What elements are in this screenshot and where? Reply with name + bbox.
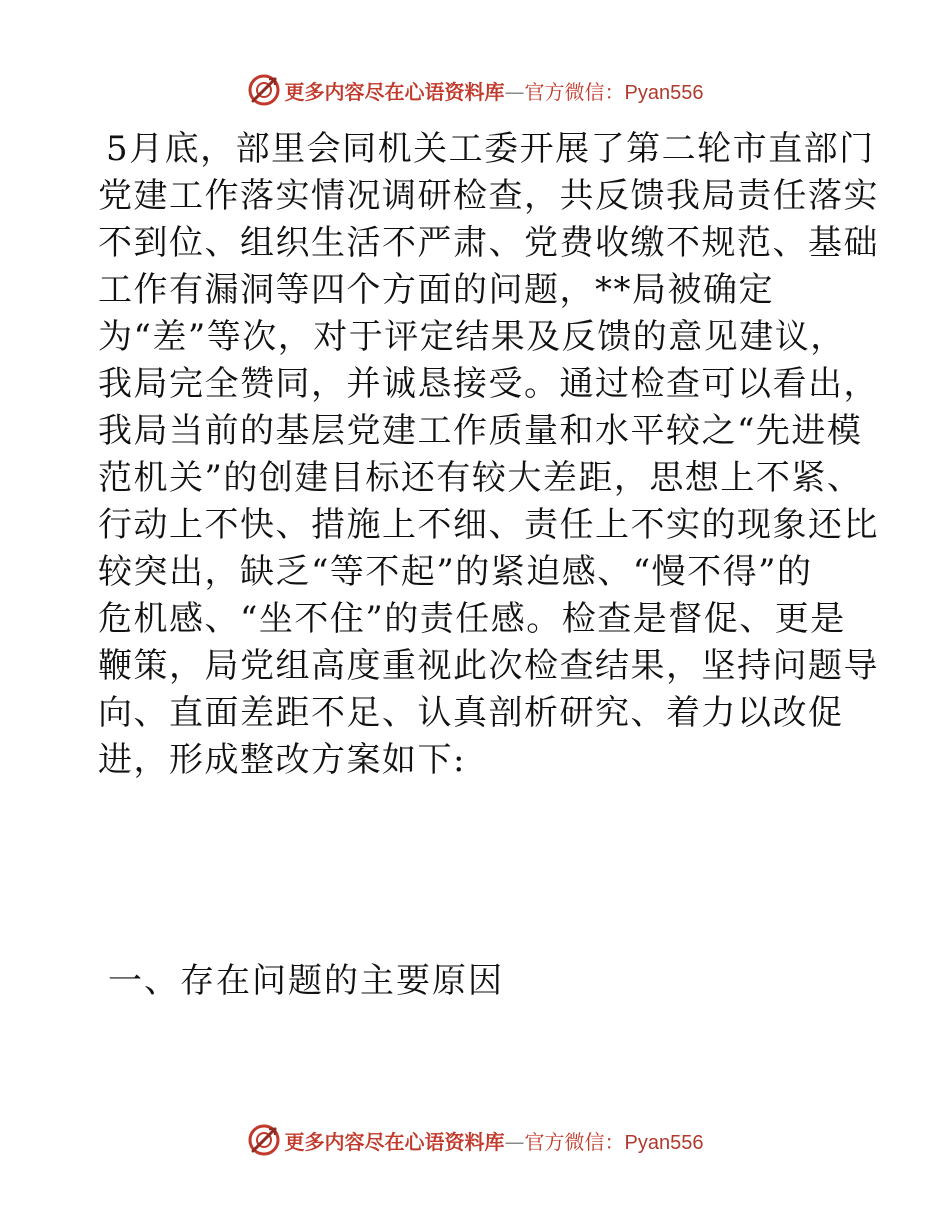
section-heading: 一、存在问题的主要原因 [108,961,504,1001]
paragraph-line: 不到位、组织生活不严肃、党费收缴不规范、基础 [98,223,879,263]
document-paragraph [98,126,879,784]
watermark-separator: — [504,1129,525,1154]
watermark-banner-bottom [0,1120,950,1160]
watermark-wechat-label: 官方微信： [524,1129,625,1154]
paragraph-line: 向、直面差距不足、认真剖析研究、着力以改促 [98,693,844,733]
watermark-wechat-id: Pyan556 [624,1131,704,1154]
paragraph-line: 行动上不快、措施上不细、责任上不实的现象还比 [98,505,879,545]
watermark-wechat-label: 官方微信： [524,79,625,104]
paragraph-line: 为“差”等次，对于评定结果及反馈的意见建议， [98,317,846,357]
paragraph-line: 党建工作落实情况调研检查，共反馈我局责任落实 [98,176,879,216]
logo-icon [247,73,281,107]
watermark-banner-top [0,70,950,110]
logo-icon [247,1123,281,1157]
paragraph-line: 我局当前的基层党建工作质量和水平较之“先进模 [98,411,863,451]
watermark-separator: — [504,79,525,104]
paragraph-line: 鞭策，局党组高度重视此次检查结果，坚持问题导 [98,646,879,686]
paragraph-line: 较突出，缺乏“等不起”的紧迫感、“慢不得”的 [98,552,813,592]
paragraph-line: 进，形成整改方案如下: [98,740,466,780]
paragraph-line: 我局完全赞同，并诚恳接受。通过检查可以看出， [98,364,879,404]
watermark-wechat-id: Pyan556 [624,81,704,104]
paragraph-line: 工作有漏洞等四个方面的问题，**局被确定 [98,270,774,310]
paragraph-line: 5月底，部里会同机关工委开展了第二轮市直部门 [106,129,875,169]
paragraph-line: 范机关”的创建目标还有较大差距，思想上不紧、 [98,458,863,498]
watermark-main-text: 更多内容尽在心语资料库 [284,1129,505,1154]
watermark-main-text: 更多内容尽在心语资料库 [284,79,505,104]
paragraph-line: 危机感、“坐不住”的责任感。检查是督促、更是 [98,599,846,639]
